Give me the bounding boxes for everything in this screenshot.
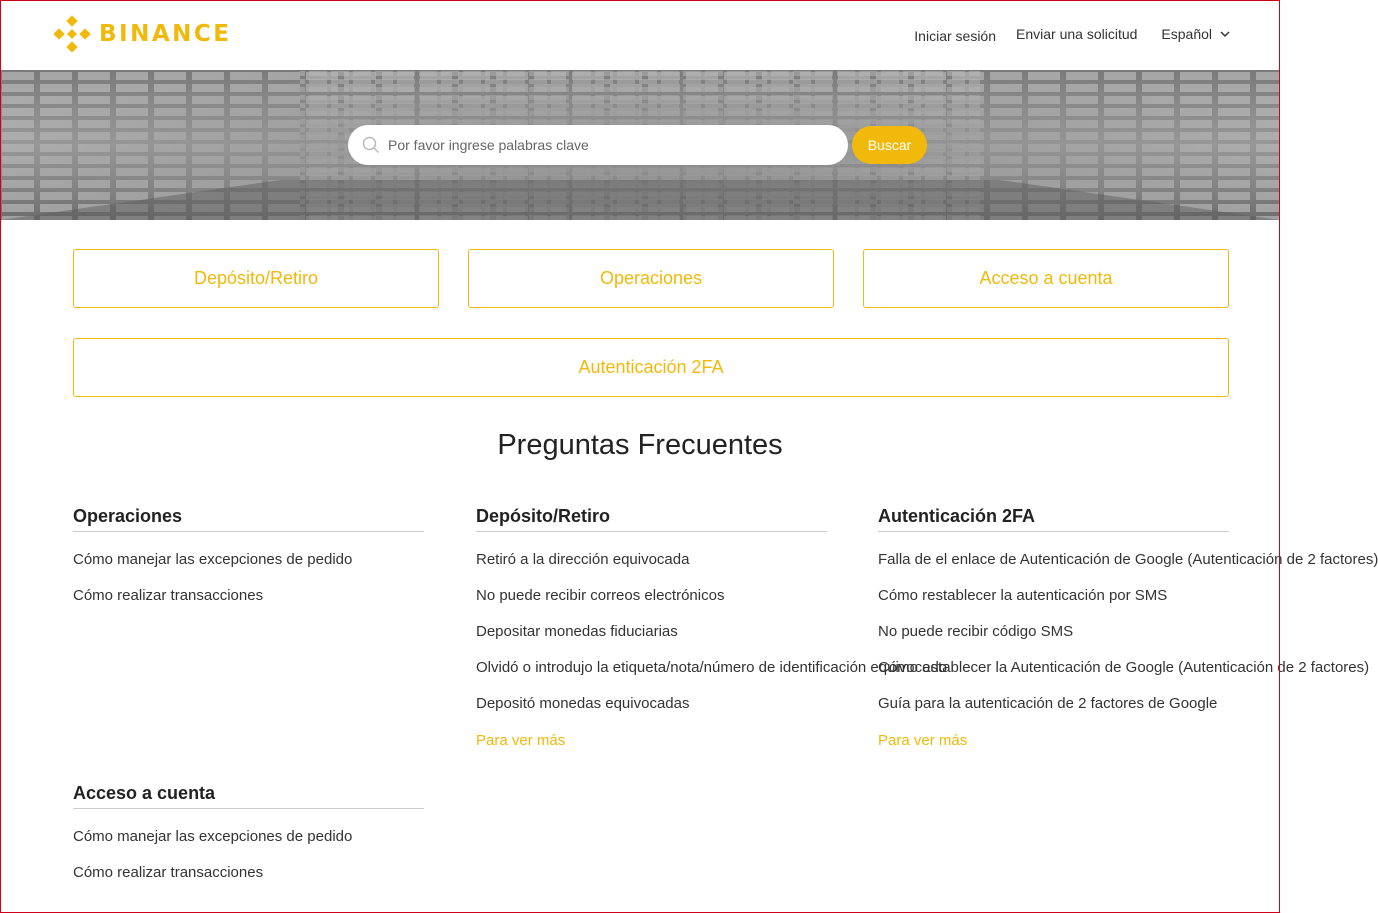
faq-link[interactable]: Cómo manejar las excepciones de pedido xyxy=(73,551,353,568)
faq-link[interactable]: Falla de el enlace de Autenticación de Google (Autenticación de 2 factores) xyxy=(878,551,1378,568)
search-button[interactable]: Buscar xyxy=(852,126,927,164)
faq-section-title: Depósito/Retiro xyxy=(476,502,827,532)
faq-link[interactable]: Cómo manejar las excepciones de pedido xyxy=(73,828,353,845)
faq-link[interactable]: Olvidó o introdujo la etiqueta/nota/número de identificación equivocado xyxy=(476,659,948,676)
submit-request-link[interactable]: Enviar una solicitud xyxy=(1016,26,1138,42)
category-card-deposit-withdraw[interactable]: Depósito/Retiro xyxy=(73,249,439,308)
binance-diamond-logo-icon xyxy=(54,16,90,52)
faq-section-operations xyxy=(73,502,424,622)
see-more-link[interactable]: Para ver más xyxy=(878,732,968,749)
chevron-down-icon xyxy=(1220,31,1230,37)
search-input[interactable] xyxy=(388,137,828,153)
faq-link[interactable]: Retiró a la dirección equivocada xyxy=(476,551,690,568)
faq-link[interactable]: Cómo restablecer la autenticación por SMS xyxy=(878,587,1168,604)
faq-section-title: Acceso a cuenta xyxy=(73,779,424,809)
search-bar xyxy=(348,125,927,165)
hero-banner xyxy=(0,70,1280,220)
faq-link[interactable]: No puede recibir código SMS xyxy=(878,623,1074,640)
search-box xyxy=(348,125,848,165)
faq-list xyxy=(73,550,424,622)
brand-logo[interactable] xyxy=(54,16,231,52)
faq-link[interactable]: Depositó monedas equivocadas xyxy=(476,695,690,712)
faq-link[interactable]: Guía para la autenticación de 2 factores de Google xyxy=(878,695,1218,712)
faq-link[interactable]: Cómo realizar transacciones xyxy=(73,864,264,881)
faq-section-2fa xyxy=(878,502,1378,749)
see-more-link[interactable]: Para ver más xyxy=(476,732,566,749)
faq-link[interactable]: Cómo establecer la Autenticación de Google (Autenticación de 2 factores) xyxy=(878,659,1370,676)
language-label: Español xyxy=(1161,26,1212,42)
faq-list xyxy=(878,550,1378,730)
faq-title: Preguntas Frecuentes xyxy=(497,429,783,461)
top-nav xyxy=(914,26,1230,42)
faq-list xyxy=(73,827,424,899)
faq-list xyxy=(476,550,948,730)
category-card-2fa[interactable]: Autenticación 2FA xyxy=(73,338,1229,397)
category-card-operations[interactable]: Operaciones xyxy=(468,249,834,308)
language-selector[interactable] xyxy=(1161,26,1230,42)
category-card-account-access[interactable]: Acceso a cuenta xyxy=(863,249,1229,308)
login-link[interactable]: Iniciar sesión xyxy=(914,28,996,44)
faq-section-deposit-withdraw xyxy=(476,502,948,749)
faq-link[interactable]: No puede recibir correos electrónicos xyxy=(476,587,725,604)
faq-section-title: Autenticación 2FA xyxy=(878,502,1229,532)
site-header xyxy=(0,0,1280,70)
faq-link[interactable]: Cómo realizar transacciones xyxy=(73,587,264,604)
faq-link[interactable]: Depositar monedas fiduciarias xyxy=(476,623,678,640)
faq-section-title: Operaciones xyxy=(73,502,424,532)
brand-name: BINANCE xyxy=(99,21,232,47)
faq-section-account-access xyxy=(73,779,424,899)
search-icon xyxy=(362,136,380,154)
